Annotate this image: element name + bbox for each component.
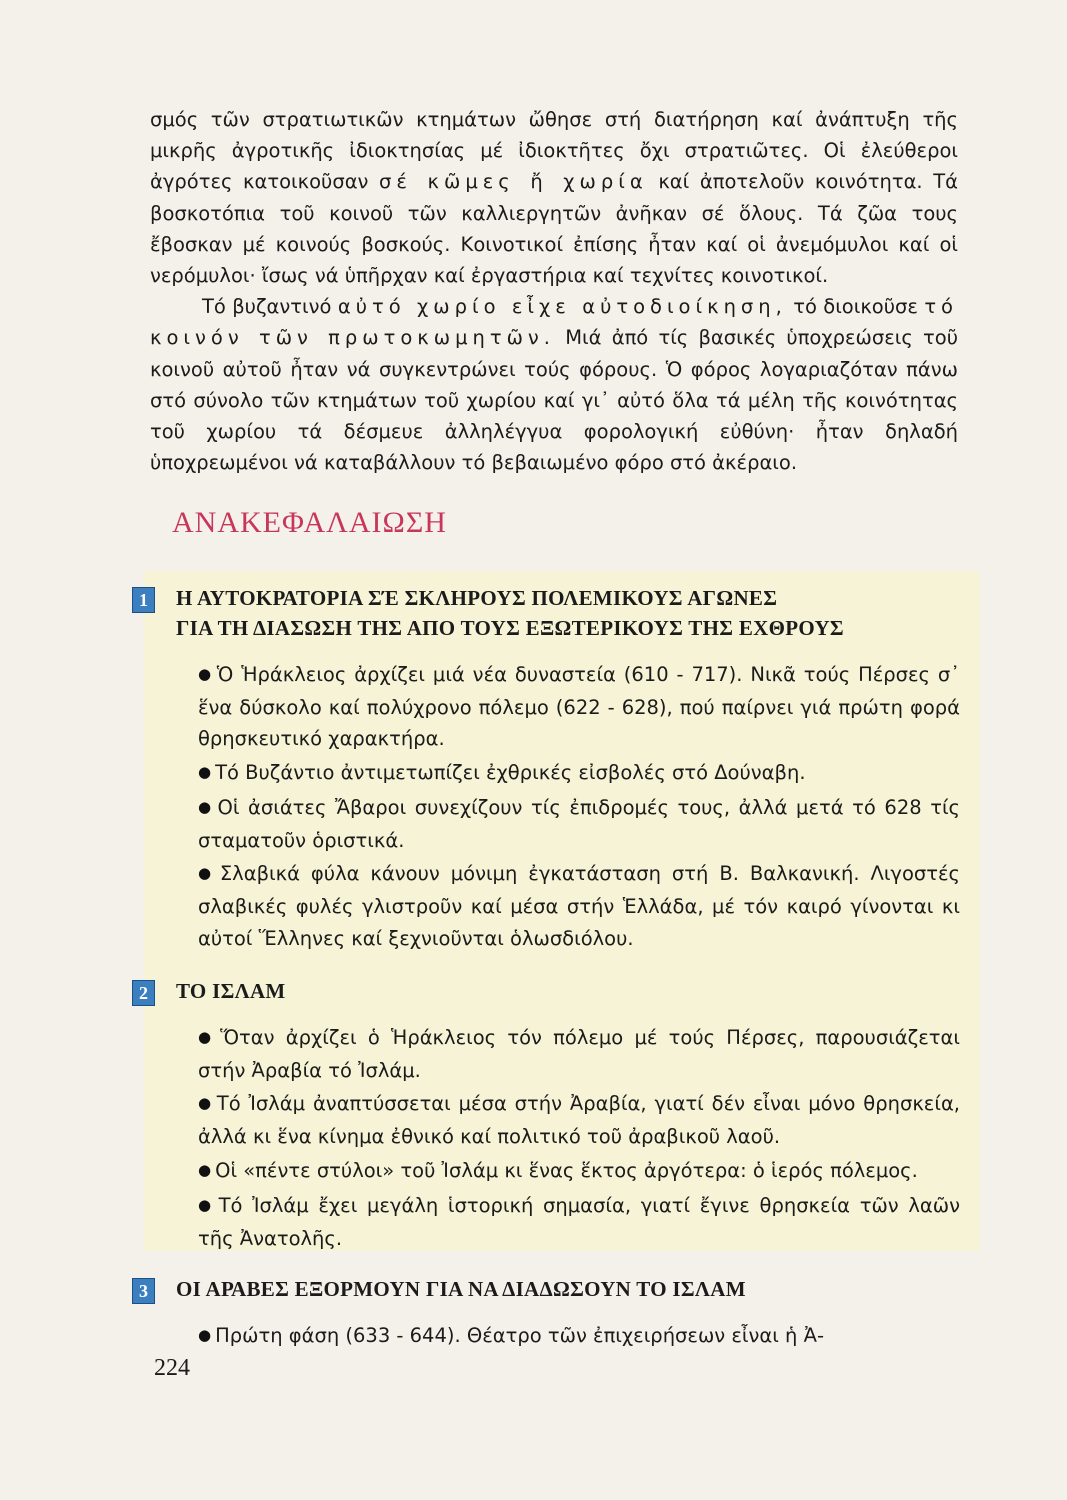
section-number-badge: 3 — [132, 1278, 155, 1304]
bullet-icon: ● — [198, 1094, 213, 1113]
bullet-icon: ● — [198, 1195, 215, 1214]
list-item-text: Τό Ἰσλάμ ἀναπτύσσεται μέσα στήν Ἀραβία, γιατί δέν εἶναι μόνο θρησκεία, ἀλλά κι ἕνα κίνημα ἐθνικό καί πολιτικό τοῦ ἀραβικοῦ λαοῦ. — [198, 1092, 961, 1149]
section-title — [176, 583, 960, 643]
section-items — [176, 1320, 960, 1353]
intro-text — [150, 104, 958, 478]
list-item — [176, 792, 960, 856]
section-number-badge: 2 — [132, 980, 155, 1006]
section-title — [176, 976, 960, 1006]
spaced-phrase-koms: σέ κῶμες ἤ χωρία — [379, 170, 648, 194]
list-item — [176, 757, 960, 790]
list-item — [176, 858, 960, 954]
list-item-text: Οἱ «πέντε στύλοι» τοῦ Ἰσλάμ κι ἕνας ἕκτος ἀργότερα: ὁ ἱερός πόλεμος. — [215, 1158, 918, 1182]
bullet-icon: ● — [198, 797, 214, 816]
section-1 — [130, 583, 960, 954]
spaced-phrase-village: αὐτό χωρίο εἶχε αὐτοδιοίκηση, — [337, 295, 787, 319]
intro-paragraph-1-rest: καί ἀποτελοῦν κοινότητα. Τά βοσκοτόπια τοῦ κοινοῦ τῶν καλλιεργητῶν ἀνῆκαν σέ ὅλους. Τά ζῶα τους ἔβοσκαν μέ κοινούς βοσκούς. Κοινοτικοί ἐπίσης ἦταν καί οἱ ἀνεμόμυλοι καί οἱ νερόμυλοι· ἴσως νά ὑπῆρχαν καί ἐργαστήρια καί τεχνίτες κοινοτικοί. — [150, 170, 958, 288]
section-title — [176, 1274, 960, 1304]
intro-paragraph-1-text: σμός τῶν στρατιωτικῶν κτημάτων ὤθησε στή διατήρηση καί ἀνάπτυξη τῆς μικρῆς ἀγροτικῆς ἰδιοκτησίας μέ ἰδιοκτῆτες ὄχι στρατιῶτες. Οἱ ἐλεύθεροι ἀγρότες κατοικοῦσαν — [150, 108, 958, 194]
page-number: 224 — [154, 1355, 190, 1381]
section-title-line-2: ΓΙΑ ΤΗ ΔΙΑΣΩΣΗ ΤΗΣ ΑΠΟ ΤΟΥΣ ΕΞΩΤΕΡΙΚΟΥΣ ΤΗΣ ΕΧΘΡΟΥΣ — [176, 616, 844, 640]
bullet-icon: ● — [198, 1326, 212, 1345]
bullet-icon: ● — [198, 864, 216, 883]
list-item-text: Τό Ἰσλάμ ἔχει μεγάλη ἱστορική σημασία, γιατί ἔγινε θρησκεία τῶν λαῶν τῆς Ἀνατολῆς. — [198, 1193, 960, 1251]
intro-paragraph-2-mid: τό διοικοῦσε — [793, 295, 918, 319]
section-title-line-1: ΤΟ ΙΣΛΑΜ — [176, 978, 286, 1003]
list-item-text: Οἱ ἀσιάτες Ἄβαροι συνεχίζουν τίς ἐπιδρομές τους, ἀλλά μετά τό 628 τίς σταματοῦν ὁριστικά. — [198, 795, 961, 853]
intro-paragraph-2 — [150, 291, 958, 478]
intro-paragraph-2-start: Τό βυζαντινό — [202, 295, 332, 319]
section-items — [176, 1022, 960, 1254]
intro-paragraph-1 — [150, 104, 958, 291]
list-item-text: Πρώτη φάση (633 - 644). Θέατρο τῶν ἐπιχειρήσεων εἶναι ἡ Ἀ- — [215, 1324, 824, 1348]
list-item-text: Ὅταν ἀρχίζει ὁ Ἡράκλειος τόν πόλεμο μέ τούς Πέρσες, παρουσιάζεται στήν Ἀραβία τό Ἰσλάμ. — [198, 1025, 960, 1083]
list-item — [176, 659, 960, 755]
section-title-line-1: ΟΙ ΑΡΑΒΕΣ ΕΞΟΡΜΟΥΝ ΓΙΑ ΝΑ ΔΙΑΔΩΣΟΥΝ ΤΟ ΙΣΛΑΜ — [176, 1277, 746, 1302]
spaced-phrase-council: τό κοινόν τῶν πρωτοκωμητῶν. — [150, 295, 958, 350]
list-item — [176, 1022, 960, 1086]
list-item — [176, 1155, 960, 1188]
list-item — [176, 1320, 960, 1353]
bullet-icon: ● — [198, 665, 213, 683]
list-item — [176, 1190, 960, 1254]
intro-paragraph-2-rest: Μιά ἀπό τίς βασικές ὑποχρεώσεις τοῦ κοινοῦ αὐτοῦ ἦταν νά συγκεντρώνει τούς φόρους. Ὁ φόρος λογαριαζόταν πάνω στό σύνολο τῶν κτημάτων τοῦ χωρίου καί γι᾽ αὐτό ὅλα τά μέλη τῆς κοινότητας τοῦ χωρίου τά δέσμευε ἀλληλέγγυα φορολογική εὐθύνη· ἦταν δηλαδή ὑποχρεωμένοι νά καταβάλλουν τό βεβαιωμένο φόρο στό ἀκέραιο. — [150, 326, 958, 475]
section-items — [176, 659, 960, 954]
bullet-icon: ● — [198, 762, 212, 781]
list-item — [176, 1088, 960, 1152]
section-3 — [130, 1274, 960, 1353]
section-2 — [130, 976, 960, 1254]
summary-sections — [130, 583, 960, 1355]
list-item-text: Σλαβικά φύλα κάνουν μόνιμη ἐγκατάσταση στή Β. Βαλκανική. Λιγοστές σλαβικές φυλές γλιστροῦν καί μέσα στήν Ἑλλάδα, μέ τόν καιρό γίνονται κι αὐτοί Ἕλληνες καί ξεχνιοῦνται ὁλωσδιόλου. — [198, 862, 960, 950]
section-title-line-1: Η ΑΥΤΟΚΡΑΤΟΡΙΑ ΣΈ ΣΚΛΗΡΟΥΣ ΠΟΛΕΜΙΚΟΥΣ ΑΓΩΝΕΣ — [176, 586, 778, 610]
bullet-icon: ● — [198, 1027, 217, 1046]
section-number-badge: 1 — [132, 587, 155, 613]
bullet-icon: ● — [198, 1160, 212, 1179]
summary-heading: ΑΝΑΚΕΦΑΛΑΙΩΣΗ — [172, 506, 447, 539]
list-item-text: Τό Βυζάντιο ἀντιμετωπίζει ἐχθρικές εἰσβολές στό Δούναβη. — [215, 760, 806, 784]
list-item-text: Ὁ Ἡράκλειος ἀρχίζει μιά νέα δυναστεία (610 - 717). Νικᾶ τούς Πέρσες σ᾽ ἕνα δύσκολο καί πολύχρονο πόλεμο (622 - 628), πού παίρνει γιά πρώτη φορά θρησκευτικό χαρακτήρα. — [198, 663, 960, 751]
